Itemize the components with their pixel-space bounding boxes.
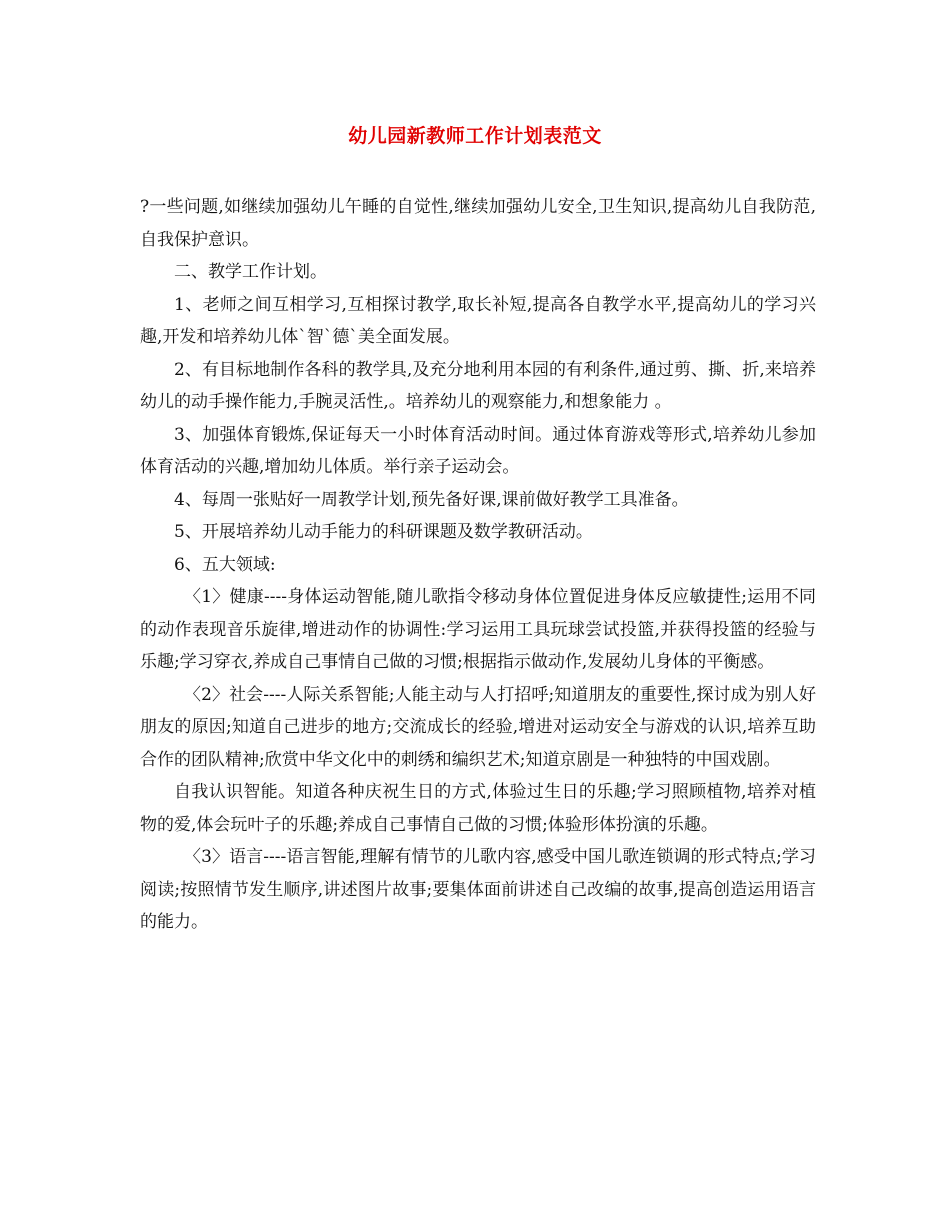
paragraph-domain-language: 〈3〉语言----语言智能,理解有情节的儿歌内容,感受中国儿歌连锁调的形式特点;学习阅读;按照情节发生顺序,讲述图片故事;要集体面前讲述自己改编的故事,提高创造运用语言的能力。 bbox=[140, 847, 816, 932]
section-heading-teaching-plan: 二、教学工作计划。 bbox=[174, 262, 327, 282]
paragraph-domain-health: 〈1〉健康----身体运动智能,随儿歌指令移动身体位置促进身体反应敏捷性;运用不同的动作表现音乐旋律,增进动作的协调性:学习运用工具玩球尝试投篮,并获得投篮的经验与乐趣;学习穿衣,养成自己事情自己做的习惯;根据指示做动作,发展幼儿身体的平衡感。 bbox=[140, 587, 816, 672]
paragraph-item-2: 2、有目标地制作各科的教学具,及充分地利用本园的有利条件,通过剪、撕、折,来培养幼儿的动手操作能力,手腕灵活性,。培养幼儿的观察能力,和想象能力 。 bbox=[140, 359, 816, 412]
paragraph-item-6: 6、五大领域: bbox=[174, 554, 276, 575]
document-body bbox=[140, 191, 816, 939]
paragraph-domain-society: 〈2〉社会----人际关系智能;人能主动与人打招呼;知道朋友的重要性,探讨成为别人好朋友的原因;知道自己进步的地方;交流成长的经验,增进对运动安全与游戏的认识,培养互助合作的团队精神;欣赏中华文化中的刺绣和编织艺术;知道京剧是一种独特的中国戏剧。 bbox=[140, 684, 816, 770]
paragraph-item-1: 1、老师之间互相学习,互相探讨教学,取长补短,提高各自教学水平,提高幼儿的学习兴趣,开发和培养幼儿体`智`德`美全面发展。 bbox=[140, 294, 816, 347]
document-title: 幼儿园新教师工作计划表范文 bbox=[348, 125, 602, 147]
paragraph-intro: ?一些问题,如继续加强幼儿午睡的自觉性,继续加强幼儿安全,卫生知识,提高幼儿自我防范,自我保护意识。 bbox=[140, 197, 816, 250]
paragraph-item-5: 5、开展培养幼儿动手能力的科研课题及数学教研活动。 bbox=[174, 522, 593, 542]
paragraph-item-4: 4、每周一张贴好一周教学计划,预先备好课,课前做好教学工具准备。 bbox=[174, 489, 689, 510]
paragraph-item-3: 3、加强体育锻炼,保证每天一小时体育活动时间。通过体育游戏等形式,培养幼儿参加体育活动的兴趣,增加幼儿体质。举行亲子运动会。 bbox=[140, 424, 816, 477]
paragraph-self-awareness: 自我认识智能。知道各种庆祝生日的方式,体验过生日的乐趣;学习照顾植物,培养对植物的爱,体会玩叶子的乐趣;养成自己事情自己做的习惯;体验形体扮演的乐趣。 bbox=[140, 782, 816, 835]
